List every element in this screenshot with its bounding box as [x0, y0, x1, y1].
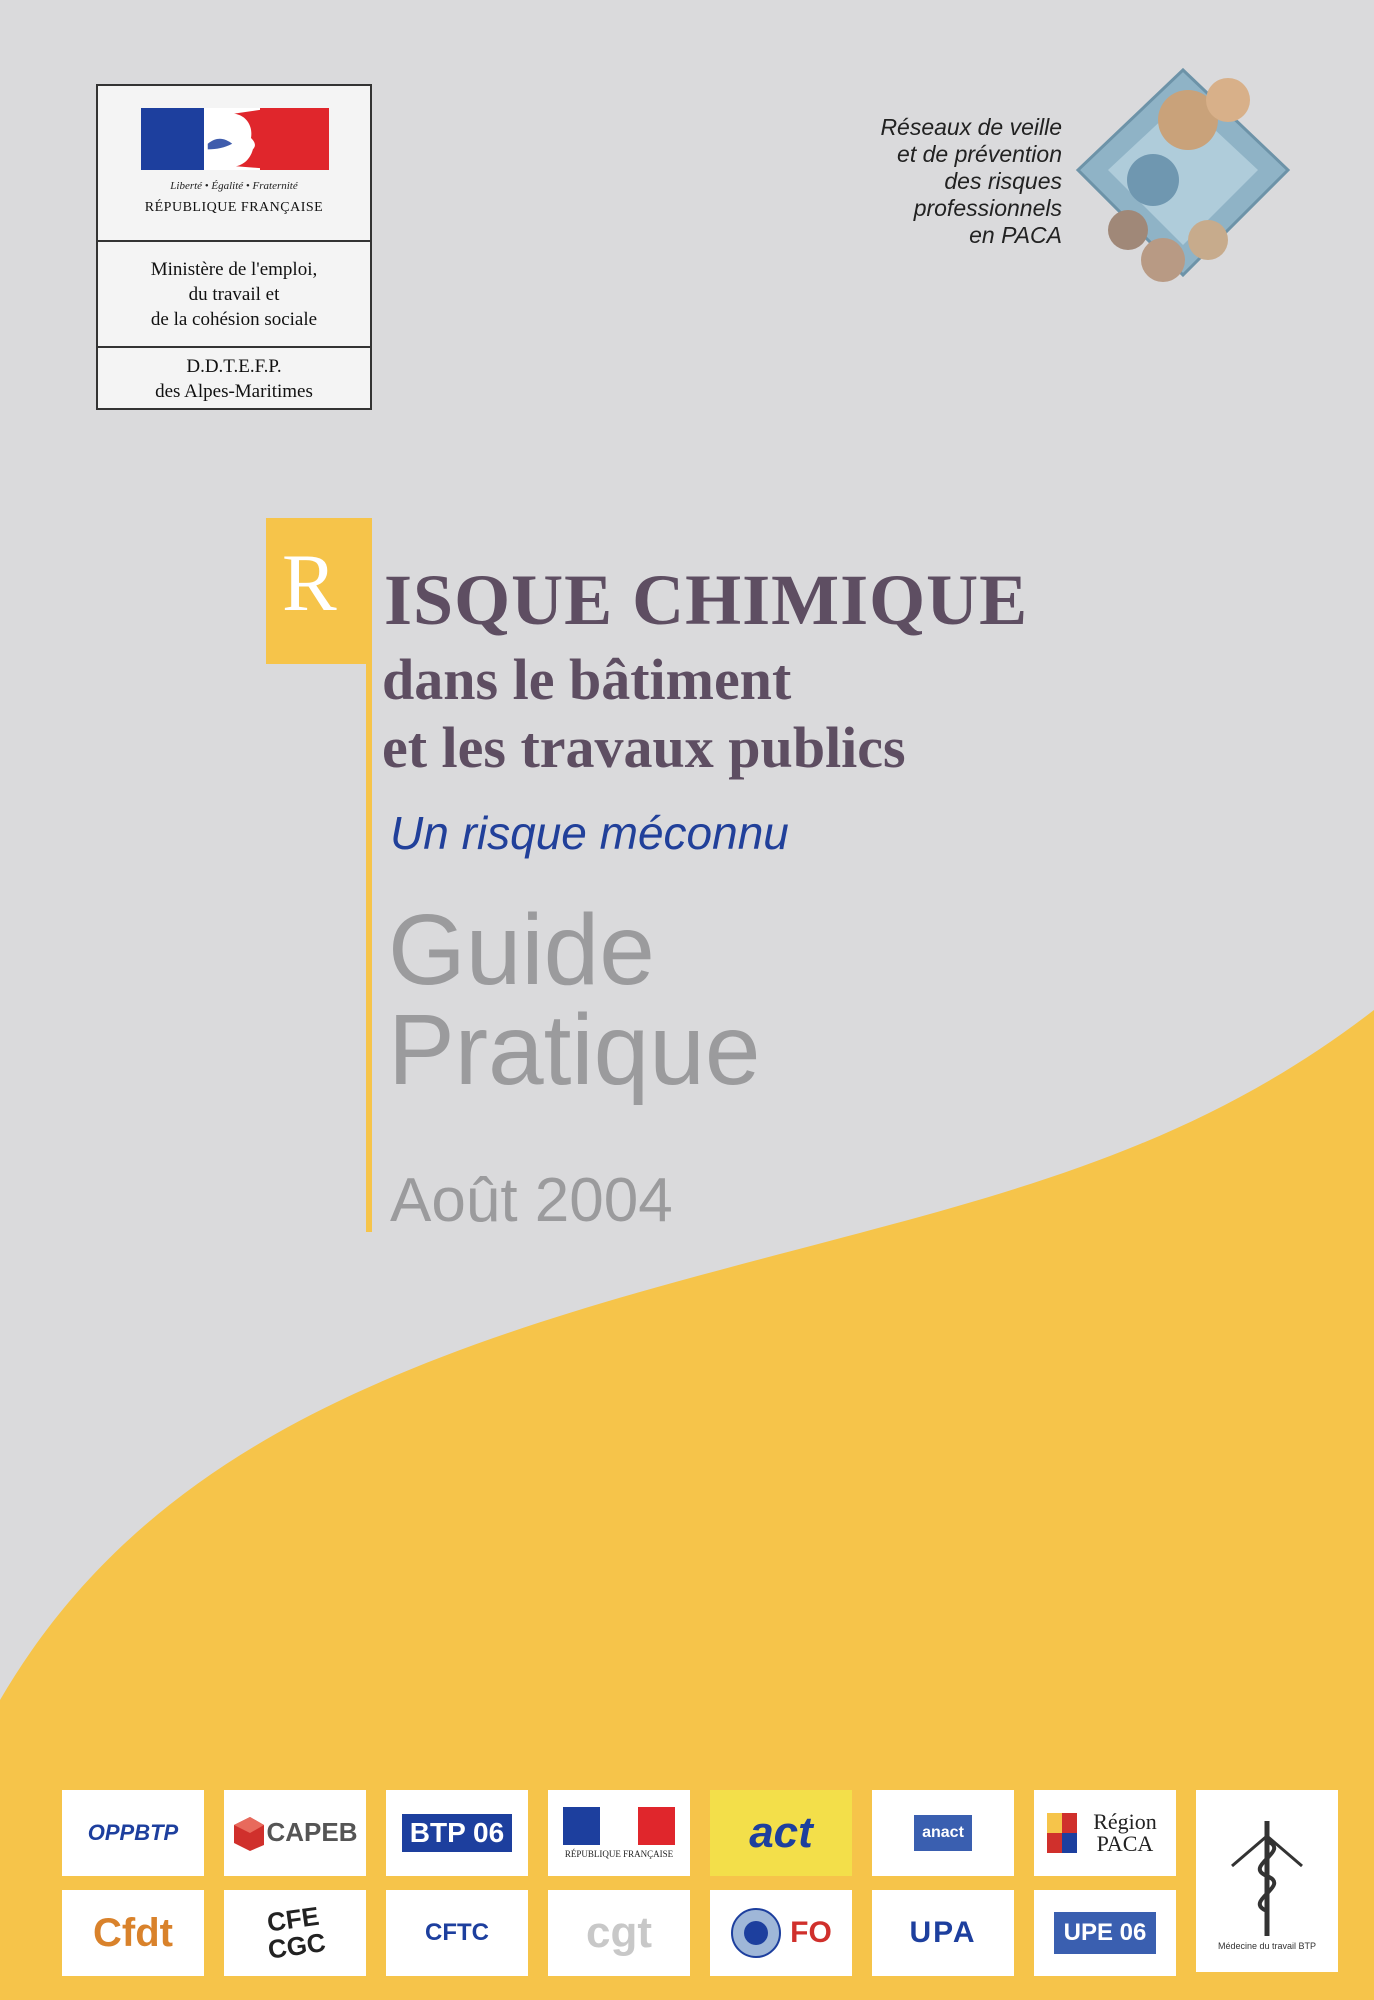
title-initial-box — [266, 518, 372, 664]
logo-medecine-btp — [1196, 1790, 1338, 1972]
logo-republique-text: RÉPUBLIQUE FRANÇAISE — [564, 1849, 674, 1859]
title-line-2: dans le bâtiment et les travaux publics — [382, 647, 906, 780]
title-accent-line — [366, 518, 372, 1232]
caduceus-icon — [1222, 1811, 1312, 1941]
directorate-name: D.D.T.E.F.P. des Alpes-Maritimes — [155, 356, 313, 402]
logo-medecine-btp-text: Médecine du travail BTP — [1217, 1941, 1317, 1951]
small-french-flag-icon — [563, 1807, 675, 1845]
logo-cftc — [386, 1890, 528, 1976]
logo-upe06 — [1034, 1890, 1176, 1976]
logo-act-text: act — [749, 1807, 813, 1857]
logo-oppbtp-text: OPPBTP — [87, 1820, 179, 1846]
logo-cgt — [548, 1890, 690, 1976]
capeb-cube-icon — [232, 1813, 266, 1853]
publication-date: Août 2004 — [390, 1166, 673, 1235]
logo-cfdt-text: Cfdt — [93, 1911, 173, 1955]
union-seal-icon — [730, 1903, 782, 1963]
ministry-name-cell — [98, 242, 370, 348]
logo-cfe-cgc-text: CFE CGC — [265, 1900, 328, 1965]
guide-pratique-heading: Guide Pratique — [388, 894, 761, 1106]
title-line-1: ISQUE CHIMIQUE — [384, 560, 1029, 640]
republic-name: RÉPUBLIQUE FRANÇAISE — [144, 200, 324, 215]
network-emblem-icon — [1068, 60, 1298, 290]
logo-republique — [548, 1790, 690, 1876]
subtitle: Un risque méconnu — [390, 807, 789, 859]
republic-motto: Liberté • Égalité • Fraternité — [170, 180, 298, 192]
logo-btp06 — [386, 1790, 528, 1876]
logo-fo-text: FO — [790, 1916, 832, 1950]
region-shield-icon — [1045, 1811, 1079, 1855]
directorate-cell — [98, 348, 370, 410]
logo-act — [710, 1790, 852, 1876]
logo-oppbtp — [62, 1790, 204, 1876]
logo-anact — [872, 1790, 1014, 1876]
logo-cgt-text: cgt — [586, 1907, 652, 1957]
logo-upa — [872, 1890, 1014, 1976]
marianne-logo — [98, 86, 370, 242]
logo-anact-text: anact — [914, 1815, 972, 1852]
logo-cftc-text: CFTC — [425, 1919, 489, 1947]
marianne-profile-icon — [204, 108, 260, 170]
french-flag-icon — [141, 108, 329, 170]
logo-upa-text: UPA — [909, 1916, 977, 1950]
logo-fo — [710, 1890, 852, 1976]
title-initial: R — [282, 537, 337, 628]
logo-cfe-cgc — [224, 1890, 366, 1976]
logo-capeb-text: CAPEB — [266, 1817, 358, 1848]
network-tagline: Réseaux de veille et de prévention des risques professionnels en PACA — [880, 114, 1062, 248]
partner-logos — [62, 1790, 1322, 1986]
logo-cfdt — [62, 1890, 204, 1976]
logo-region-paca — [1034, 1790, 1176, 1876]
ministry-logo-block — [96, 84, 372, 410]
logo-capeb — [224, 1790, 366, 1876]
logo-region-paca-text: Région PACA — [1093, 1809, 1157, 1856]
logo-btp06-text: BTP 06 — [402, 1814, 512, 1851]
logo-upe06-text: UPE 06 — [1054, 1912, 1157, 1953]
ministry-name: Ministère de l'emploi, du travail et de la cohésion sociale — [150, 258, 318, 330]
